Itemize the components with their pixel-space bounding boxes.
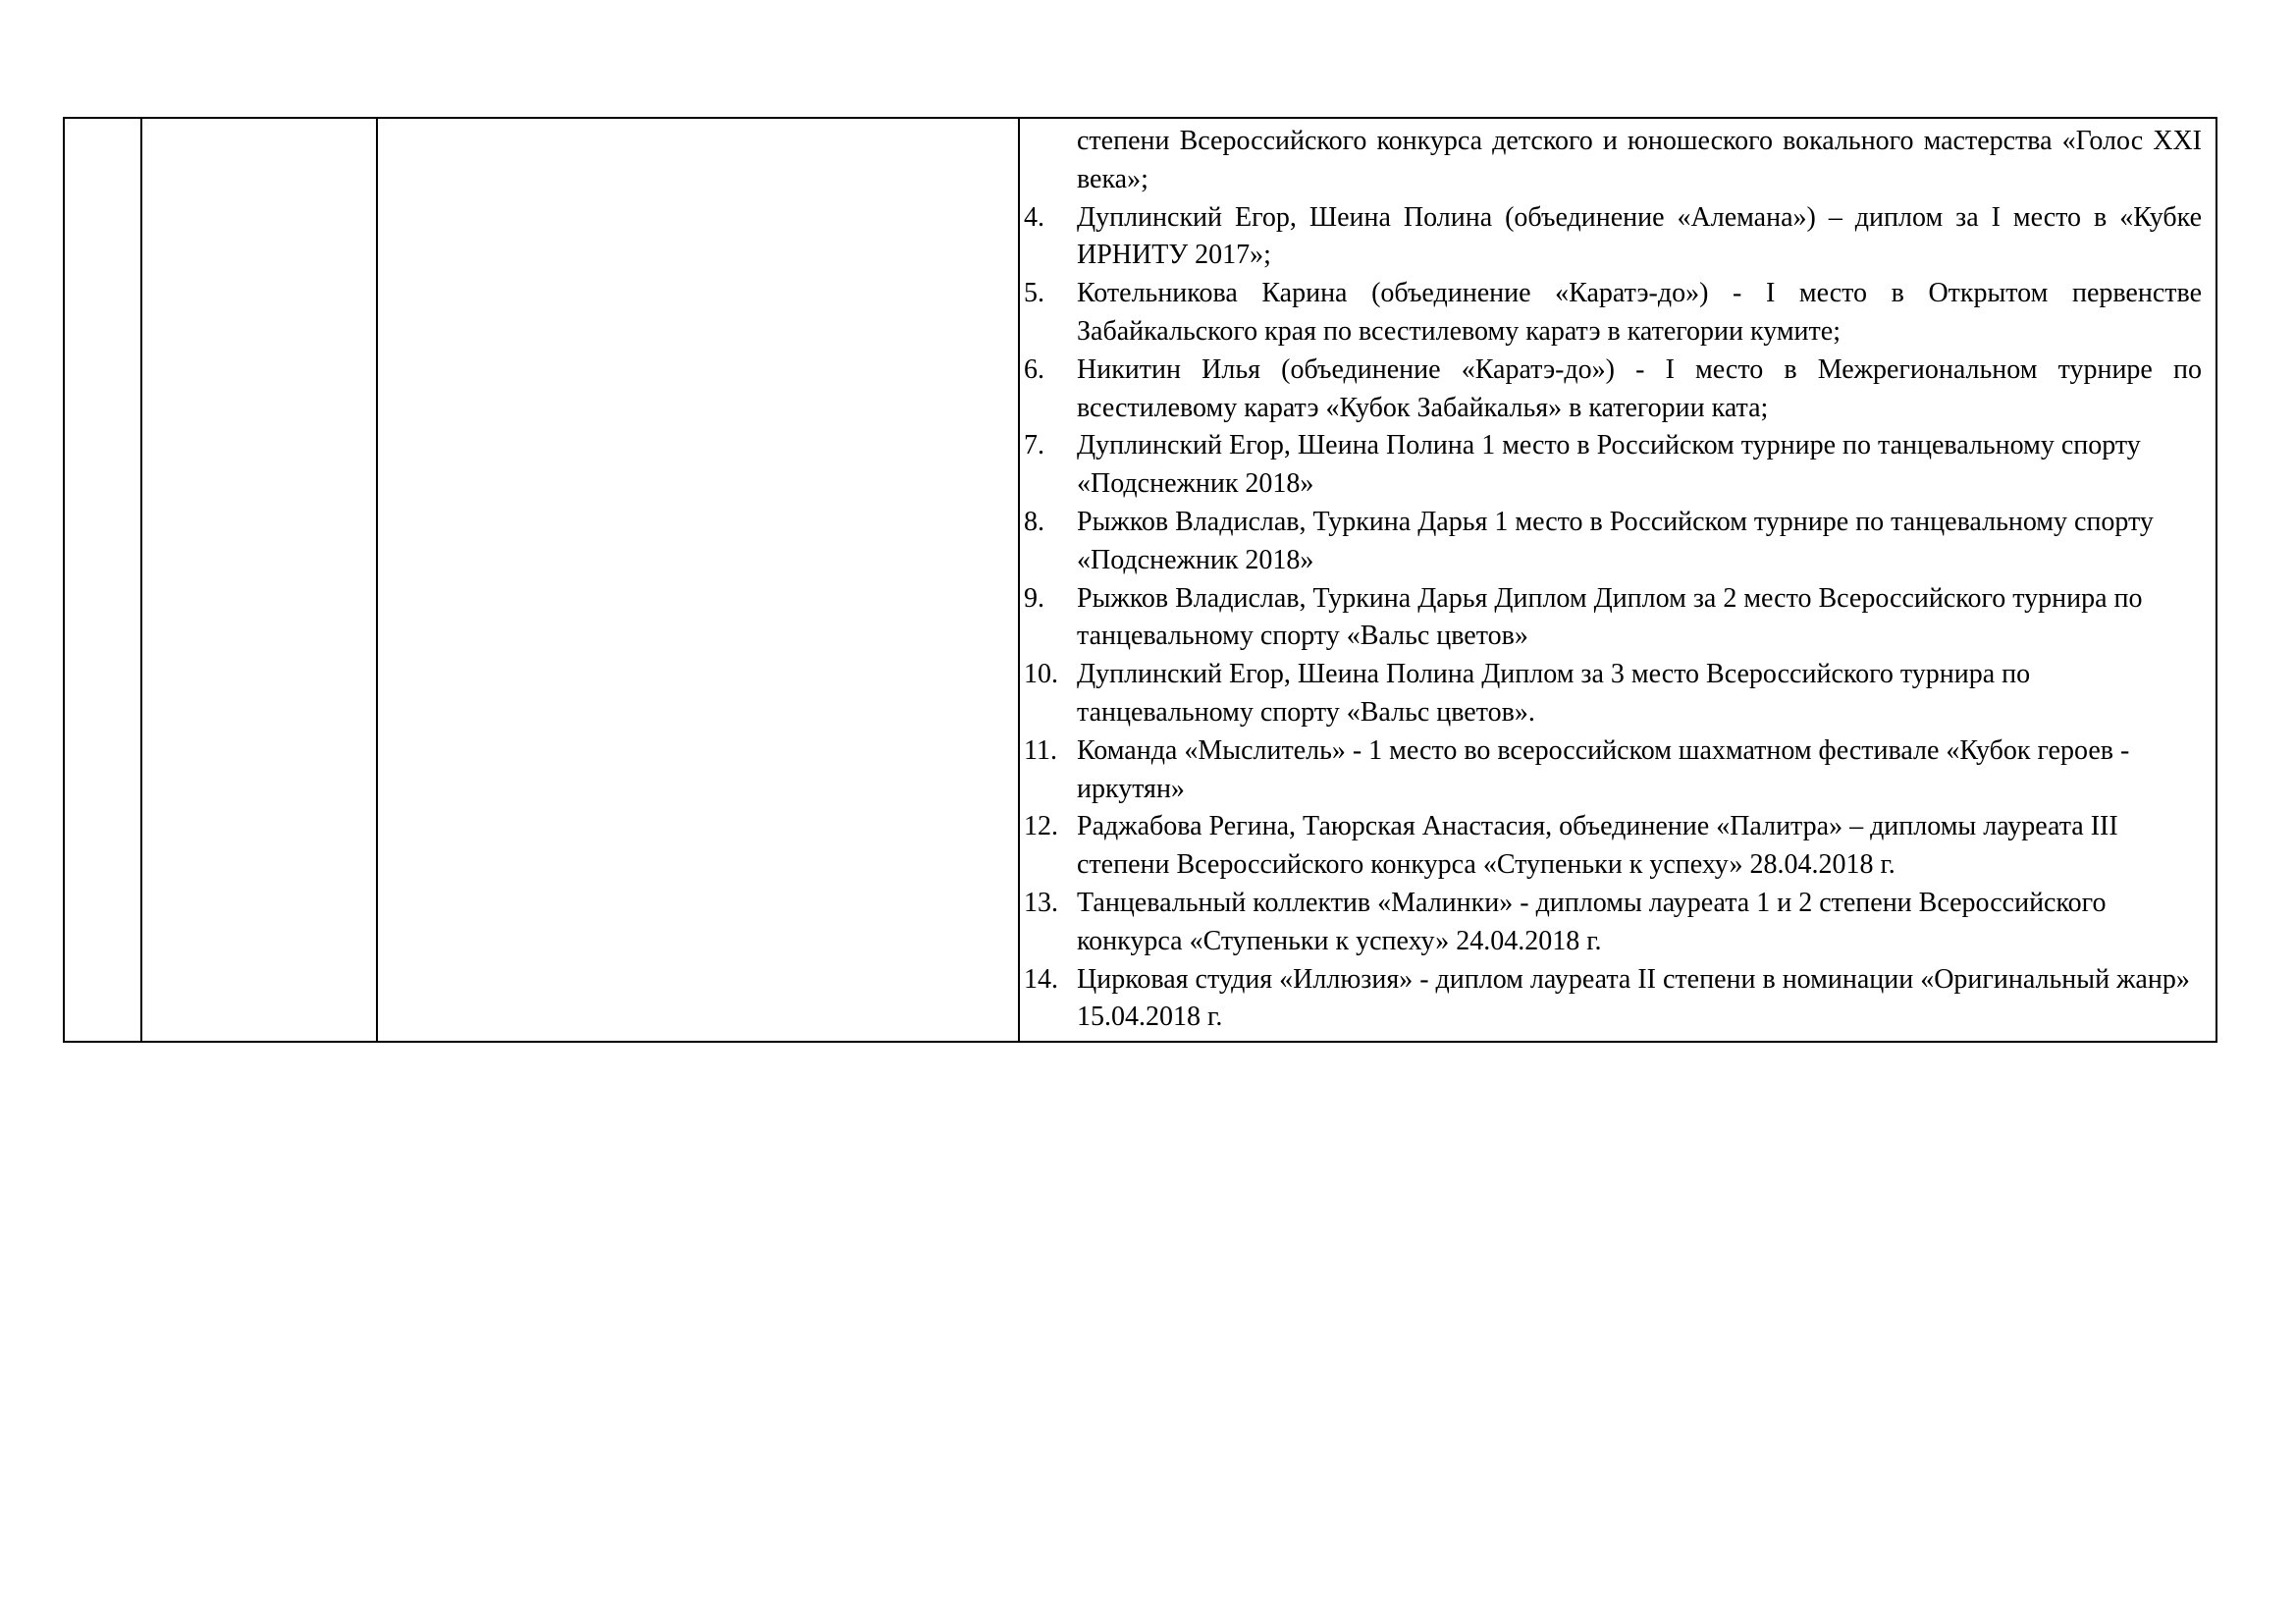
list-number: 4.: [1024, 201, 1044, 233]
list-number: 8.: [1024, 506, 1044, 537]
list-item: [1020, 656, 2202, 732]
list-item: [1020, 427, 2202, 504]
list-text: Рыжков Владислав, Туркина Дарья Диплом Диплом за 2 место Всероссийского турнира по танцевальному спорту «Вальс цветов»: [1077, 582, 2143, 652]
list-item: [1020, 961, 2202, 1038]
results-table: [63, 117, 2217, 1043]
list-item: [1020, 808, 2202, 885]
list-text: Дуплинский Егор, Шеина Полина Диплом за 3 место Всероссийского турнира по танцевальному спорту «Вальс цветов».: [1077, 659, 2031, 728]
list-number: 13.: [1024, 887, 1058, 918]
list-text: Дуплинский Егор, Шеина Полина 1 место в Российском турнире по танцевальному спорту «Подснежник 2018»: [1077, 430, 2141, 500]
table-row: [64, 118, 2216, 1042]
list-number: 7.: [1024, 430, 1044, 461]
list-item: [1020, 352, 2202, 428]
list-text: Цирковая студия «Иллюзия» - диплом лауреата II степени в номинации «Оригинальный жанр» 15.04.2018 г.: [1077, 963, 2190, 1033]
list-number: 5.: [1024, 278, 1044, 309]
list-item: [1020, 275, 2202, 352]
list-text: Котельникова Карина (объединение «Каратэ-до») - I место в Открытом первенстве Забайкальского края по всестилевому каратэ в категории кумите;: [1077, 278, 2202, 347]
list-number: 11.: [1024, 734, 1057, 766]
list-item: [1020, 885, 2202, 961]
list-item: [1020, 199, 2202, 276]
list-item: [1020, 732, 2202, 809]
table-cell-number: [64, 118, 141, 1042]
list-number: 10.: [1024, 659, 1058, 690]
list-text: степени Всероссийского конкурса детского и юношеского вокального мастерства «Голос XXI века»;: [1077, 126, 2202, 194]
list-number: 12.: [1024, 811, 1058, 842]
list-item: [1020, 504, 2202, 580]
list-text: Рыжков Владислав, Туркина Дарья 1 место в Российском турнире по танцевальному спорту «Подснежник 2018»: [1077, 506, 2154, 575]
list-number: 14.: [1024, 963, 1058, 995]
list-text: Раджабова Регина, Таюрская Анастасия, объединение «Палитра» – дипломы лауреата III степени Всероссийского конкурса «Ступеньки к успеху» 28.04.2018 г.: [1077, 811, 2118, 881]
list-text: Никитин Илья (объединение «Каратэ-до») - I место в Межрегиональном турнире по всестилевому каратэ «Кубок Забайкалья» в категории ката;: [1077, 353, 2202, 423]
table-cell-description: [377, 118, 1019, 1042]
list-item-continuation: [1020, 123, 2202, 199]
table-cell-name: [141, 118, 377, 1042]
list-number: 9.: [1024, 582, 1044, 614]
list-text: Дуплинский Егор, Шеина Полина (объединение «Алемана») – диплом за I место в «Кубке ИРНИТУ 2017»;: [1077, 201, 2202, 271]
list-item: [1020, 580, 2202, 657]
table-cell-achievements: [1019, 118, 2216, 1042]
list-text: Команда «Мыслитель» - 1 место во всероссийском шахматном фестивале «Кубок героев - иркутян»: [1077, 734, 2130, 804]
list-number: 6.: [1024, 353, 1044, 385]
list-text: Танцевальный коллектив «Малинки» - дипломы лауреата 1 и 2 степени Всероссийского конкурса «Ступеньки к успеху» 24.04.2018 г.: [1077, 887, 2107, 956]
achievements-list: [1020, 119, 2216, 1041]
